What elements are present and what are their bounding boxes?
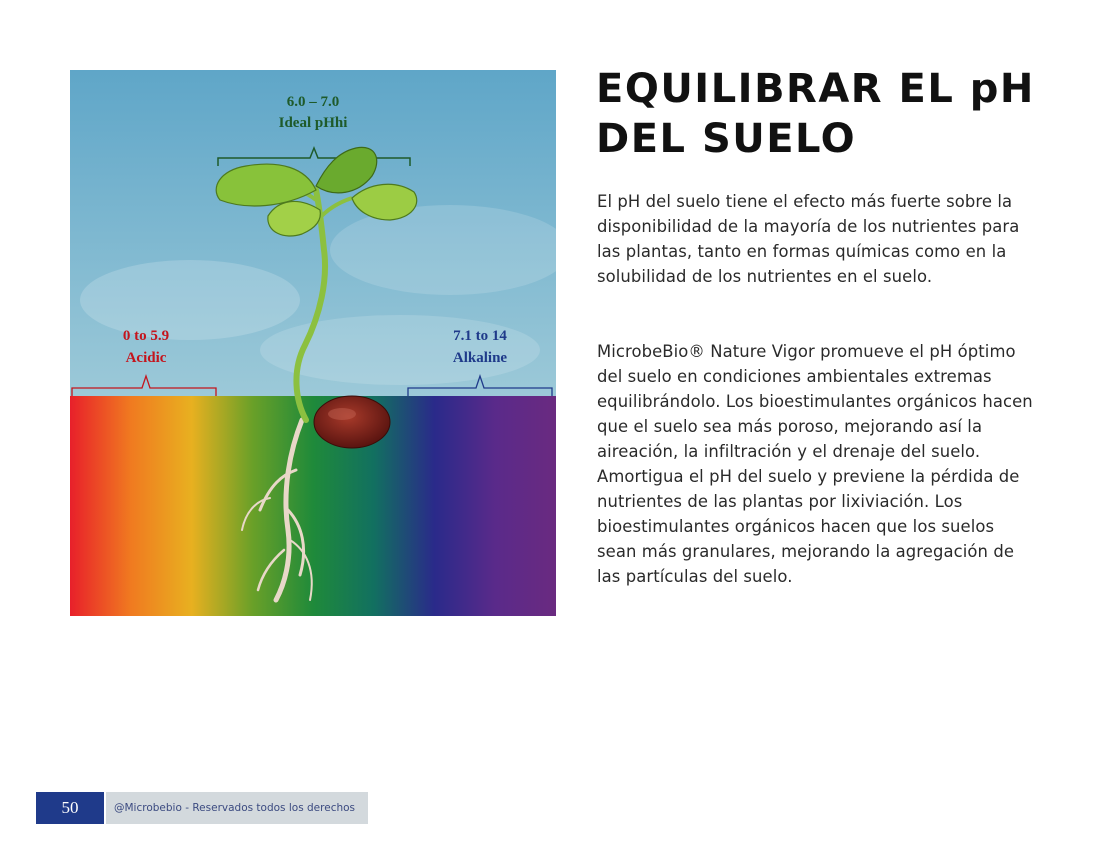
page-number: 50: [36, 792, 104, 824]
alkaline-label: Alkaline: [452, 350, 508, 366]
ph-spectrum: [70, 396, 556, 616]
page-title: [596, 64, 1056, 164]
footer-copyright: @Microbebio - Reservados todos los derechos: [106, 792, 368, 824]
seed-highlight: [328, 408, 356, 420]
paragraph-nature-vigor: MicrobeBio® Nature Vigor promueve el pH óptimo del suelo en condiciones ambientales extremas equilibrándolo. Los bioestimulantes orgánicos hacen que el suelo sea más poroso, mejorando así la aireación, la infiltración y el drenaje del suelo. Amortigua el pH del suelo y previene la pérdida de nutrientes de las plantas por lixiviación. Los bioestimulantes orgánicos hacen que los suelos sean más granulares, mejorando la agregación de las partículas del suelo.: [597, 342, 1033, 586]
seed: [314, 396, 390, 448]
title-line-1: EQUILIBRAR EL pH: [596, 66, 1035, 112]
title-line-2: DEL SUELO: [596, 116, 857, 162]
alkaline-range-label: 7.1 to 14: [453, 328, 507, 344]
ideal-range-label: 6.0 – 7.0: [286, 94, 340, 110]
acidic-label: Acidic: [125, 350, 167, 366]
acidic-range-label: 0 to 5.9: [122, 328, 170, 344]
cloud: [80, 260, 300, 340]
ideal-label: Ideal pHhi: [278, 115, 348, 131]
paragraph-ph-intro: El pH del suelo tiene el efecto más fuerte sobre la disponibilidad de la mayoría de los nutrientes para las plantas, tanto en formas químicas como en la solubilidad de los nutrientes en el suelo.: [597, 192, 1020, 286]
ph-illustration: [70, 70, 556, 616]
